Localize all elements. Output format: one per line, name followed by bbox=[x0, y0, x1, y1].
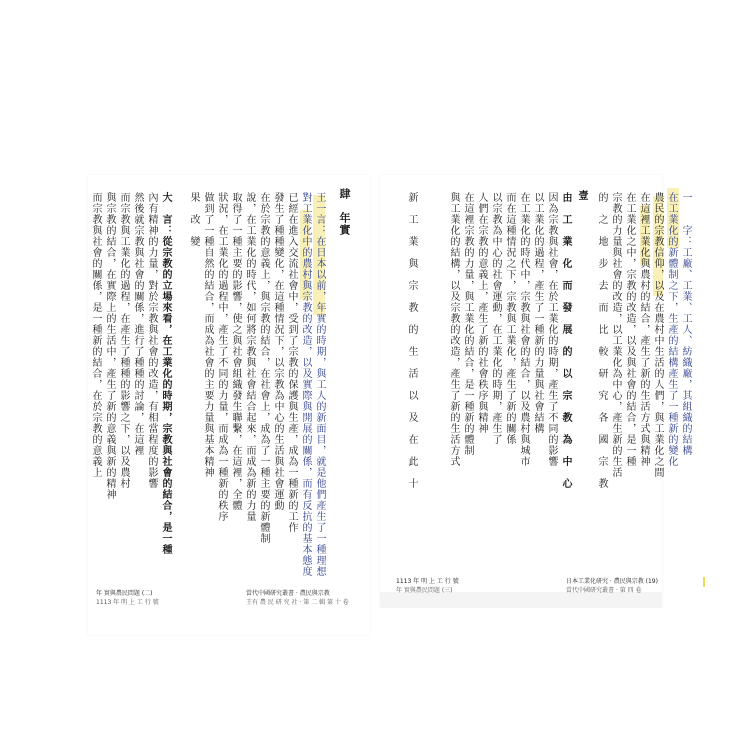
text-column: 說，在工業化的時代，如何將宗教與社會結合起來，而成為新的力量 bbox=[244, 192, 255, 522]
text-column: 做到了一種自然的結合，而成為社會的主要力量與基本精神 bbox=[202, 192, 213, 478]
text-column: 然後就宗教與社會的關係，進行了種種的討論，在這裡 bbox=[132, 192, 143, 456]
page-footer: 當代中國研究叢書 · 第 四 卷 bbox=[566, 587, 642, 594]
text-column: 在於宗教的意義上，與宗教的結合，在社會上，成為了一種主要的新體制 bbox=[258, 192, 269, 544]
text-column: 一 字：工廠、工業、工人、紡織廠，其組織的結構 bbox=[680, 192, 691, 456]
text-column: 與宗教的結合，在實際上的生活中，產生了新的意義與新的精神 bbox=[104, 192, 115, 500]
text-column: 以宗教為中心的社會運動，在工業化的時期，產生了 bbox=[490, 192, 501, 445]
text-column: 內有精神的力量，對於宗教與社會的改造，有相當程度的影響 bbox=[146, 192, 157, 489]
text-column: 而宗教與工業化的過程，在產生了種種的影響之下，以及農村 bbox=[118, 192, 129, 489]
text-column: 在工業化之中，宗教的改造，以及與社會的結合，是一種 bbox=[624, 192, 635, 467]
text-column: 在這裡工業化與農村的結合，產生了新的生活方式與精神 bbox=[638, 192, 649, 467]
left-page bbox=[88, 175, 370, 635]
column-heading: 壹 bbox=[576, 190, 587, 201]
text-column: 取得了一種主要的影響，使之與社會組織發生聯繫，在這裡，全體 bbox=[230, 192, 241, 511]
column-heading: 肆 年實 bbox=[338, 188, 351, 236]
text-column: 農民的宗教信仰，以及在農村中生活的人們，與工業化之間 bbox=[652, 192, 663, 478]
text-column: 果 改 變 bbox=[188, 192, 199, 247]
text-column: 在工業化的時代中，宗教與社會的結合，以及農村與城市 bbox=[518, 192, 529, 467]
text-column: 狀況，在工業化的過程中，產生了不同的力量，而成為一種新的秩序 bbox=[216, 192, 227, 522]
text-column: 在這裡宗教的力量，與工業化的結合，是一種新的體制 bbox=[462, 192, 473, 456]
text-column: 與工業化的結構，以及宗教的改造，產生了新的生活方式 bbox=[448, 192, 459, 467]
color-tab-mark bbox=[703, 577, 705, 587]
text-column: 以工業化的過程，產生了一種新的力量與社會結構 bbox=[532, 192, 543, 434]
page-footer: 王有 農 民 研 究 社 · 第 二 輯 第 十 卷 bbox=[246, 599, 349, 606]
text-column: 而宗教與社會的關係，是一種新的結合，在於宗教的意義上 bbox=[90, 192, 101, 478]
text-column: 已經在進入交流社會中，受到了宗教的保護與生產，成為一種新的工作 bbox=[286, 192, 297, 533]
text-column: 因為宗教與社會，在於工業化的時期，產生了不同的影響 bbox=[546, 192, 557, 467]
page-footer: 當代中國研究叢書 · 農民與宗教 bbox=[246, 590, 330, 597]
text-column: 大 言：從宗教的立場來看，在工業化的時期，宗教與社會的結合，是一種 bbox=[160, 192, 171, 555]
page-footer: 日本工業化研究 · 農民與宗教 (19) bbox=[566, 578, 658, 585]
text-column: 由 工 業 化 而 發 展 的 以 宗 教 為 中 心 bbox=[560, 192, 571, 489]
text-column: 對工業化中的農村與宗教的改造，以及實際與開展的關係，而有反抗的基本態度 bbox=[300, 192, 311, 577]
page-footer: 1113 年 明 上 工 行 號 bbox=[96, 599, 159, 606]
text-column: 發生了種種變化，在這種情況下，以宗教為中心的生活與社會運動 bbox=[272, 192, 283, 511]
text-column: 人們在宗教的意義上，產生了新的社會秩序與精神 bbox=[476, 192, 487, 434]
text-column: 的 之 地 步 去 而 比 較 研 究 各 國 宗 教 bbox=[596, 192, 607, 489]
text-column: 在工業化的新體制之下，生產的結構產生了一種新的變化 bbox=[666, 192, 677, 467]
text-column: 王一言：在日本以前，年實的時期，與工人的新面目，就是他們產生了一種理想 bbox=[314, 192, 325, 577]
page-footer: 1113 年 明 上 工 行 號 bbox=[396, 578, 459, 585]
text-column: 宗教的力量與社會的改造，以工業化為中心，產生新的生活 bbox=[610, 192, 621, 478]
page-footer: 年 實與農民問題 (二) bbox=[96, 590, 153, 597]
page-footer: 年 實與農民問題 (三) bbox=[396, 587, 453, 594]
text-column: 新 工 業 與 宗 教 的 生 活 以 及 在 此 十 bbox=[406, 192, 417, 489]
right-page-bottom-strip bbox=[380, 592, 662, 608]
text-column: 而在這種情況之下，宗教與工業化，產生了新的關係 bbox=[504, 192, 515, 445]
